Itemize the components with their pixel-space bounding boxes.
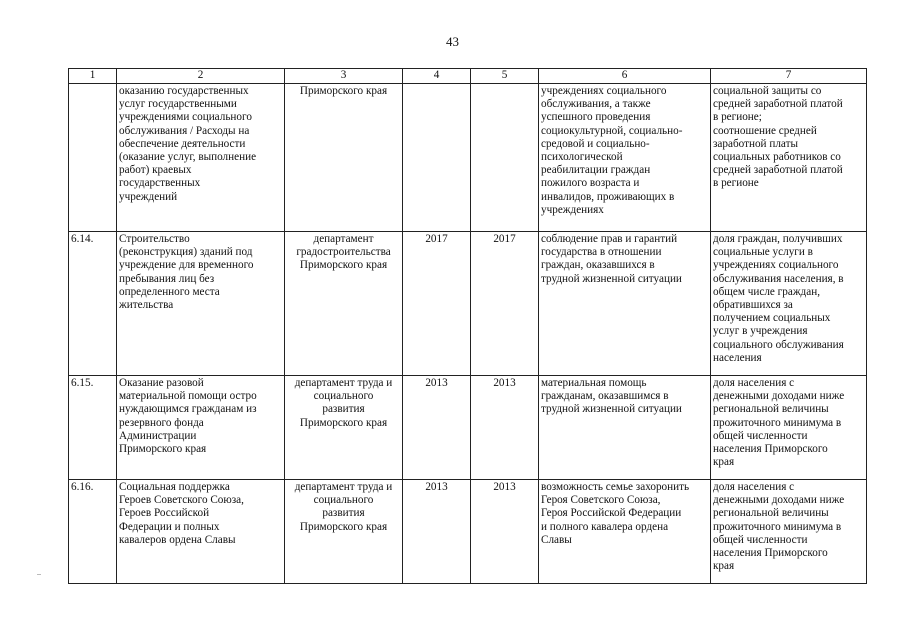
cell-text-line: кавалеров ордена Славы [119, 533, 236, 546]
table-row [69, 232, 867, 376]
cell-number: 6.15. [69, 376, 117, 480]
cell-text-line: успешного проведения [541, 111, 651, 124]
cell-text-line: инвалидов, проживающих в [541, 190, 675, 203]
column-header: 7 [711, 69, 867, 84]
cell-text-line: жительства [119, 299, 174, 312]
cell-end-year [471, 84, 539, 232]
cell-end-year: 2013 [471, 376, 539, 480]
cell-measure-name [117, 232, 285, 376]
cell-measure-name [117, 84, 285, 232]
cell-text-line: Приморского края [299, 520, 388, 533]
cell-text-line: обслуживания, а также [541, 98, 651, 111]
cell-text-line: доля населения с [713, 481, 795, 493]
cell-text-line: доля граждан, получивших [713, 233, 843, 245]
cell-text-line: реабилитации граждан [541, 164, 651, 177]
cell-text-line: социальные услуги в [713, 246, 813, 259]
cell-text-line: заработной платы [713, 137, 798, 150]
scan-mark [37, 574, 41, 577]
cell-text-line: социального [313, 494, 374, 507]
cell-text-line: работ) краевых [119, 164, 192, 177]
cell-text-line: трудной жизненной ситуации [541, 272, 682, 285]
cell-text-line: и полного кавалера ордена [541, 520, 669, 533]
cell-text-line: Приморского края [299, 85, 388, 97]
table-row [69, 84, 867, 232]
cell-text-line: края [713, 560, 735, 573]
table-row [69, 376, 867, 480]
cell-text-line: Героев Российской [119, 507, 210, 520]
cell-executor [285, 376, 403, 480]
cell-text-line: услуг в учреждения [713, 325, 808, 338]
cell-expected-result [539, 84, 711, 232]
cell-text-line: учреждениях [541, 203, 604, 216]
cell-text-line: населения Приморского [713, 547, 828, 560]
cell-text-line: обслуживания населения, в [713, 272, 844, 285]
column-header: 4 [403, 69, 471, 84]
cell-start-year: 2013 [403, 480, 471, 584]
cell-text-line: получением социальных [713, 312, 831, 325]
cell-text-line: социального [313, 390, 374, 403]
cell-text-line: Федерации и полных [119, 520, 220, 533]
cell-text-line: общей численности [713, 429, 808, 442]
cell-text-line: материальная помощь [541, 377, 647, 389]
cell-text-line: определенного места [119, 285, 220, 298]
cell-text-line: населения Приморского [713, 443, 828, 456]
cell-expected-result [539, 376, 711, 480]
page-number: 43 [446, 34, 459, 49]
cell-text-line: в регионе; [713, 111, 762, 124]
cell-indicator [711, 480, 867, 584]
cell-start-year [403, 84, 471, 232]
cell-start-year: 2017 [403, 232, 471, 376]
cell-text-line: государства в отношении [541, 246, 662, 259]
cell-text-line: государственных [119, 177, 201, 190]
cell-text-line: социальных работников со [713, 151, 841, 164]
column-header: 5 [471, 69, 539, 84]
cell-indicator [711, 376, 867, 480]
cell-text-line: психологической [541, 151, 623, 164]
cell-text-line: социального обслуживания [713, 338, 844, 351]
cell-text-line: Оказание разовой [119, 377, 204, 389]
cell-text-line: соотношение средней [713, 124, 817, 137]
cell-text-line: учреждений [119, 190, 178, 203]
cell-text-line: Героев Советского Союза, [119, 494, 244, 507]
cell-text-line: (реконструкция) зданий под [119, 246, 253, 259]
cell-text-line: населения [713, 351, 762, 364]
cell-text-line: гражданам, оказавшимся в [541, 390, 669, 403]
cell-end-year: 2017 [471, 232, 539, 376]
cell-text-line: края [713, 456, 735, 469]
cell-text-line: денежными доходами ниже [713, 390, 845, 403]
cell-text-line: Славы [541, 533, 572, 546]
cell-text-line: прожиточного минимума в [713, 416, 842, 429]
cell-text-line: средней заработной платой [713, 98, 843, 111]
cell-text-line: учреждениях социального [541, 85, 667, 97]
cell-text-line: Приморского края [299, 259, 388, 272]
cell-text-line: Приморского края [299, 416, 388, 429]
cell-text-line: обратившихся за [713, 299, 793, 312]
cell-text-line: Приморского края [119, 443, 207, 456]
cell-text-line: (оказание услуг, выполнение [119, 151, 257, 164]
column-header: 6 [539, 69, 711, 84]
cell-executor [285, 84, 403, 232]
cell-text-line: средовой и социально- [541, 137, 650, 150]
cell-measure-name [117, 480, 285, 584]
cell-text-line: Администрации [119, 429, 197, 442]
column-header: 1 [69, 69, 117, 84]
cell-number [69, 84, 117, 232]
cell-text-line: Героя Российской Федерации [541, 507, 682, 520]
cell-text-line: граждан, оказавшихся в [541, 259, 655, 272]
cell-text-line: материальной помощи остро [119, 390, 257, 403]
cell-text-line: обеспечение деятельности [119, 137, 246, 150]
cell-text-line: услуг государственными [119, 98, 237, 111]
cell-text-line: резервного фонда [119, 416, 204, 429]
cell-text-line: учреждение для временного [119, 259, 254, 272]
cell-expected-result [539, 232, 711, 376]
cell-text-line: Строительство [119, 233, 190, 245]
cell-text-line: департамент труда и [294, 481, 393, 493]
column-header: 2 [117, 69, 285, 84]
cell-text-line: развития [322, 403, 365, 416]
cell-text-line: департамент [313, 233, 374, 245]
cell-text-line: Социальная поддержка [119, 481, 230, 493]
cell-text-line: общем числе граждан, [713, 285, 820, 298]
cell-executor [285, 480, 403, 584]
cell-indicator [711, 232, 867, 376]
cell-text-line: обслуживания / Расходы на [119, 124, 250, 137]
cell-text-line: соблюдение прав и гарантий [541, 233, 678, 245]
cell-number: 6.16. [69, 480, 117, 584]
cell-measure-name [117, 376, 285, 480]
cell-number: 6.14. [69, 232, 117, 376]
column-header: 3 [285, 69, 403, 84]
cell-text-line: возможность семье захоронить [541, 481, 690, 493]
cell-text-line: прожиточного минимума в [713, 520, 842, 533]
cell-expected-result [539, 480, 711, 584]
cell-text-line: департамент труда и [294, 377, 393, 389]
cell-text-line: нуждающимся гражданам из [119, 403, 257, 416]
cell-indicator [711, 84, 867, 232]
cell-text-line: учреждениях социального [713, 259, 839, 272]
cell-text-line: средней заработной платой [713, 164, 843, 177]
cell-text-line: социокультурной, социально- [541, 124, 683, 137]
cell-text-line: социальной защиты со [713, 85, 822, 97]
cell-text-line: Героя Советского Союза, [541, 494, 661, 507]
cell-text-line: региональной величины [713, 507, 829, 520]
cell-text-line: градостроительства [296, 246, 391, 259]
program-table [68, 68, 867, 584]
table-header-row [69, 69, 867, 84]
cell-text-line: развития [322, 507, 365, 520]
cell-text-line: общей численности [713, 533, 808, 546]
table-row [69, 480, 867, 584]
cell-text-line: оказанию государственных [119, 85, 249, 97]
cell-text-line: денежными доходами ниже [713, 494, 845, 507]
cell-text-line: учреждениями социального [119, 111, 252, 124]
cell-text-line: доля населения с [713, 377, 795, 389]
cell-text-line: пребывания лиц без [119, 272, 215, 285]
cell-text-line: региональной величины [713, 403, 829, 416]
cell-text-line: пожилого возраста и [541, 177, 640, 190]
cell-end-year: 2013 [471, 480, 539, 584]
cell-text-line: трудной жизненной ситуации [541, 403, 682, 416]
cell-text-line: в регионе [713, 177, 759, 190]
cell-executor [285, 232, 403, 376]
cell-start-year: 2013 [403, 376, 471, 480]
